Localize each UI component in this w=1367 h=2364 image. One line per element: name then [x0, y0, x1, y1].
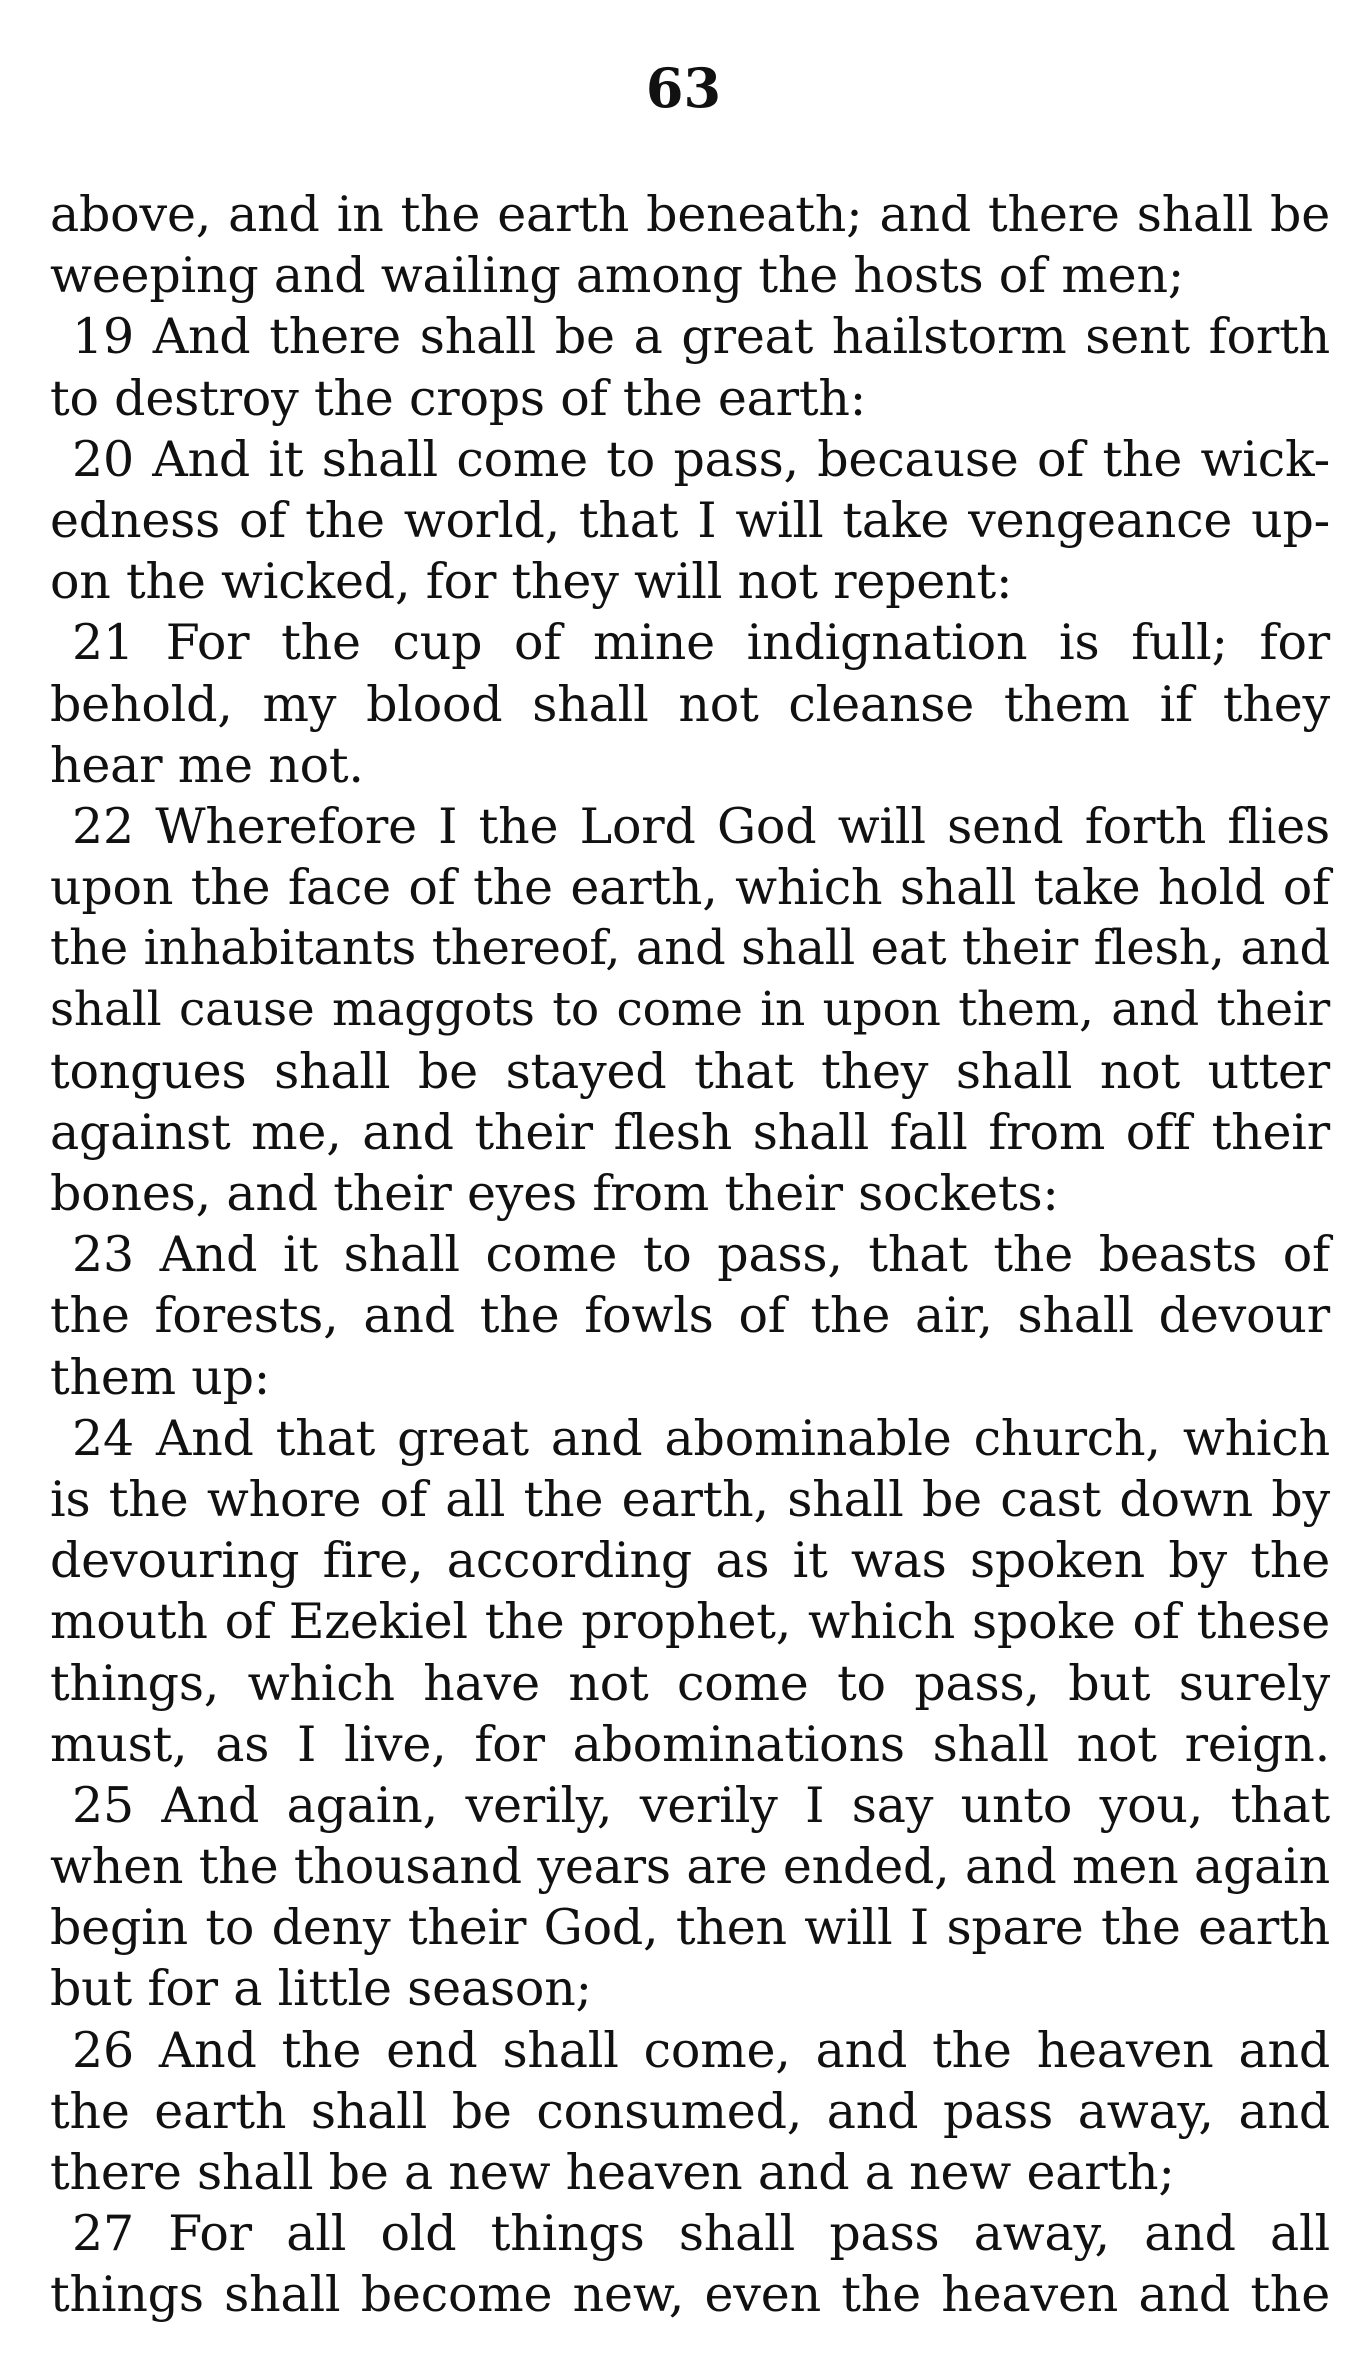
verse-start-line: 24 And that great and abominable church, which	[72, 1409, 1330, 1467]
text-line: on the wicked, for they will not repent:	[50, 553, 1013, 611]
text-line: edness of the world, that I will take vengeance up-	[50, 491, 1330, 549]
text-line: upon the face of the earth, which shall take hold of	[50, 859, 1330, 917]
text-line: weeping and wailing among the hosts of men;	[50, 247, 1185, 305]
text-line: hear me not.	[50, 736, 364, 794]
text-line: the earth shall be consumed, and pass away, and	[50, 2082, 1330, 2140]
text-line: to destroy the crops of the earth:	[50, 369, 867, 427]
text-line: the forests, and the fowls of the air, shall devour	[50, 1287, 1330, 1345]
text-line: but for a little season;	[50, 1960, 592, 2018]
text-line: shall cause maggots to come in upon them, and their	[50, 982, 1330, 1038]
text-line: behold, my blood shall not cleanse them if they	[50, 675, 1330, 733]
text-line: against me, and their flesh shall fall from off their	[50, 1103, 1330, 1161]
verse-start-line: 27 For all old things shall pass away, and all	[72, 2205, 1330, 2263]
text-line: things, which have not come to pass, but surely	[50, 1654, 1330, 1712]
page-number: 63	[645, 56, 722, 120]
verse-start-line: 22 Wherefore I the Lord God will send forth flies	[72, 797, 1330, 855]
text-line: the inhabitants thereof, and shall eat their flesh, and	[50, 920, 1330, 977]
text-line: above, and in the earth beneath; and there shall be	[50, 186, 1330, 243]
verse-start-line: 21 For the cup of mine indignation is full; for	[72, 614, 1330, 672]
text-line: begin to deny their God, then will I spare the earth	[50, 1899, 1330, 1957]
verse-start-line: 19 And there shall be a great hailstorm sent forth	[72, 308, 1330, 366]
text-line: tongues shall be stayed that they shall not utter	[50, 1042, 1330, 1100]
verse-start-line: 25 And again, verily, verily I say unto you, that	[72, 1776, 1330, 1834]
text-line: there shall be a new heaven and a new earth;	[50, 2144, 1175, 2201]
text-line: bones, and their eyes from their sockets:	[50, 1165, 1059, 1222]
text-line: when the thousand years are ended, and men again	[50, 1838, 1330, 1896]
text-line: mouth of Ezekiel the prophet, which spoke of these	[50, 1593, 1330, 1651]
text-line: devouring fire, according as it was spoken by the	[50, 1532, 1330, 1590]
verse-start-line: 26 And the end shall come, and the heaven and	[72, 2021, 1330, 2079]
text-line: things shall become new, even the heaven and the	[50, 2266, 1330, 2324]
text-line: them up:	[50, 1348, 271, 1406]
text-line: is the whore of all the earth, shall be cast down by	[50, 1470, 1330, 1528]
verse-start-line: 20 And it shall come to pass, because of the wick-	[72, 430, 1330, 488]
verse-start-line: 23 And it shall come to pass, that the beasts of	[72, 1226, 1330, 1284]
body-text	[50, 184, 1330, 2326]
text-line: must, as I live, for abominations shall not reign.	[50, 1715, 1330, 1773]
